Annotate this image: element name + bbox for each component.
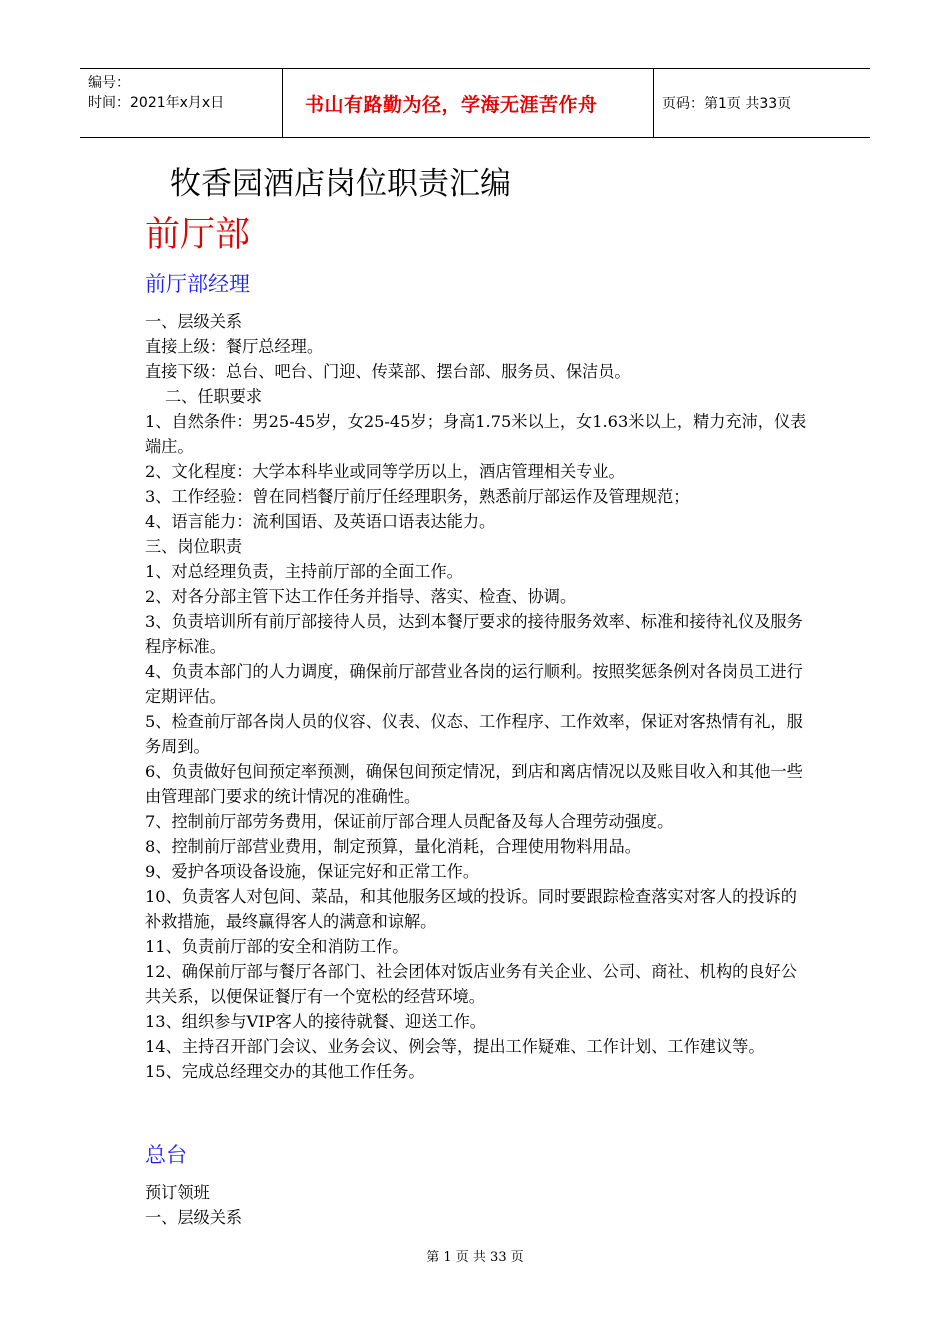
section-title-front-office-manager: 前厅部经理 [145,272,250,296]
body-line: 5、检查前厅部各岗人员的仪容、仪表、仪态、工作程序、工作效率，保证对客热情有礼，服务周到。 [145,712,803,756]
body-line: 8、控制前厅部营业费用，制定预算，量化消耗，合理使用物料用品。 [145,837,641,856]
header-motto-cell [282,69,654,137]
page-header [80,68,870,138]
body-line: 预订领班 [145,1183,210,1202]
body-line: 1、对总经理负责，主持前厅部的全面工作。 [145,562,463,581]
body-line: 4、负责本部门的人力调度，确保前厅部营业各岗的运行顺利。按照奖惩条例对各岗员工进行定期评估。 [145,662,803,706]
body-line: 一、层级关系 [145,1208,243,1227]
body-line: 9、爱护各项设备设施，保证完好和正常工作。 [145,862,480,881]
body-line: 三、岗位职责 [145,537,243,556]
header-left-cell [80,69,282,137]
body-line: 12、确保前厅部与餐厅各部门、社会团体对饭店业务有关企业、公司、商社、机构的良好公共关系，以便保证餐厅有一个宽松的经营环境。 [145,962,797,1006]
header-page-info-cell [654,69,870,137]
department-title: 前厅部 [145,215,251,255]
section-title-front-desk: 总台 [145,1143,187,1167]
section-body-front-office-manager [145,309,810,1084]
motto-text: 书山有路勤为径，学海无涯苦作舟 [305,93,598,116]
body-line: 2、对各分部主管下达工作任务并指导、落实、检查、协调。 [145,587,577,606]
section-body-front-desk [145,1180,810,1230]
body-line: 15、完成总经理交办的其他工作任务。 [145,1062,425,1081]
body-line: 7、控制前厅部劳务费用，保证前厅部合理人员配备及每人合理劳动强度。 [145,812,674,831]
body-line: 直接上级：餐厅总经理。 [145,337,324,356]
body-line: 3、负责培训所有前厅部接待人员，达到本餐厅要求的接待服务效率、标准和接待礼仪及服务程序标准。 [145,612,803,656]
body-line: 二、任职要求 [165,387,263,406]
page-info: 页码：第1页 共33页 [662,96,792,112]
body-line: 直接下级：总台、吧台、门迎、传菜部、摆台部、服务员、保洁员。 [145,362,631,381]
body-line: 1、自然条件：男25-45岁，女25-45岁；身高1.75米以上，女1.63米以上，精力充沛，仪表端庄。 [145,412,807,456]
body-line: 3、工作经验：曾在同档餐厅前厅任经理职务，熟悉前厅部运作及管理规范； [145,487,690,506]
document-title: 牧香园酒店岗位职责汇编 [170,166,511,202]
body-line: 6、负责做好包间预定率预测，确保包间预定情况，到店和离店情况以及账目收入和其他一些由管理部门要求的统计情况的准确性。 [145,762,803,806]
body-line: 14、主持召开部门会议、业务会议、例会等，提出工作疑难、工作计划、工作建议等。 [145,1037,765,1056]
body-line: 10、负责客人对包间、菜品，和其他服务区域的投诉。同时要跟踪检查落实对客人的投诉的补救措施，最终赢得客人的满意和谅解。 [145,887,797,931]
body-line: 一、层级关系 [145,312,243,331]
body-line: 13、组织参与VIP客人的接待就餐、迎送工作。 [145,1012,486,1031]
page-footer: 第 1 页 共 33 页 [426,1250,524,1265]
body-line: 2、文化程度：大学本科毕业或同等学历以上，酒店管理相关专业。 [145,462,625,481]
body-line: 4、语言能力：流利国语、及英语口语表达能力。 [145,512,496,531]
time-label: 时间：2021年x月x日 [88,95,225,111]
body-line: 11、负责前厅部的安全和消防工作。 [145,937,409,956]
number-label: 编号： [88,75,130,91]
